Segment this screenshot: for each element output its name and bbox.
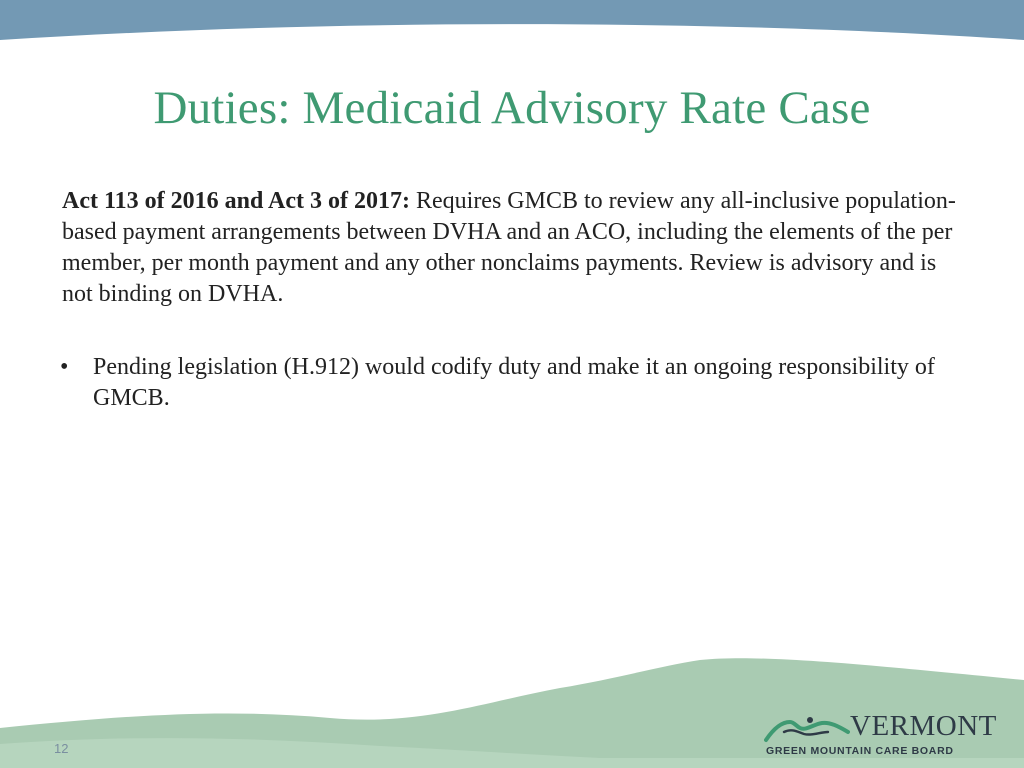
bullet-list	[60, 352, 940, 414]
slide-title: Duties: Medicaid Advisory Rate Case	[153, 82, 871, 134]
page-number: 12	[54, 741, 69, 756]
mountain-swoosh-icon	[764, 714, 850, 744]
bullet-marker: •	[60, 354, 69, 380]
paragraph-text: Requires GMCB to review any all-inclusive population-based payment arrangements between DVHA and an ACO, including the elements of the per member, per month payment and any other nonclaims payments. Review is advisory and is not binding on DVHA.	[62, 188, 956, 307]
list-item	[60, 352, 940, 414]
bullet-text: Pending legislation (H.912) would codify duty and make it an ongoing responsibility of GMCB.	[93, 354, 935, 411]
body-paragraph	[62, 186, 962, 310]
paragraph-lead: Act 113 of 2016 and Act 3 of 2017:	[62, 188, 410, 214]
top-decorative-band	[0, 0, 1024, 48]
logo-subtitle: GREEN MOUNTAIN CARE BOARD	[766, 745, 954, 757]
logo-wordmark: VERMONT	[850, 710, 997, 742]
gmcb-logo	[764, 712, 1010, 762]
